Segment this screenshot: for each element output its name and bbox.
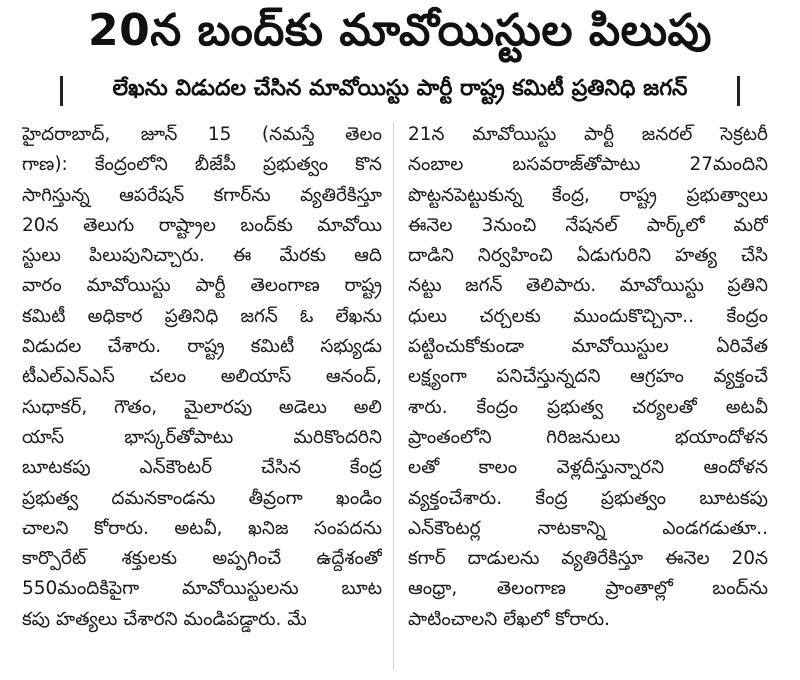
article-text-line: లక్ష్యంగా పనిచేస్తున్నదని ఆగ్రహం వ్యక్తంచే (408, 366, 768, 388)
subheadline: లేఖను విడుదల చేసిన మావోయిస్టు పార్టీ రాష్ట్ర కమిటీ ప్రతినిధి జగన్ (60, 76, 740, 106)
article-text-line: ఆంధ్రా, తెలంగాణ ప్రాంతాల్లో బంద్‌ను (408, 578, 768, 600)
article-text-line: పొట్టనపెట్టుకున్న కేంద్ర, రాష్ట్ర ప్రభుత్వాలు (408, 184, 768, 206)
article-text-line: గాణ): కేంద్రంలోని బీజేపీ ప్రభుత్వం కొన (22, 154, 382, 176)
article-text-line: కగార్ దాడులను వ్యతిరేకిస్తూ ఈనెల 20న (408, 548, 768, 570)
article-text-line: విడుదల చేశారు. రాష్ట్ర కమిటీ సభ్యుడు (22, 336, 382, 358)
article-text-line: లతో కాలం వెళ్లదీస్తున్నారని ఆందోళన (408, 457, 768, 479)
headline: 20న బంద్‌కు మావోయిస్టుల పిలుపు (88, 5, 712, 56)
article-text-line: 550మందికిపైగా మావోయిస్టులను బూట (22, 578, 382, 600)
article-text-line: సాగిస్తున్న ఆపరేషన్ కగార్‌ను వ్యతిరేకిస్తూ (22, 184, 382, 206)
article-text-line: శారు. కేంద్రం ప్రభుత్వ చర్యలతో అటవీ (408, 396, 768, 418)
column-divider (393, 122, 394, 670)
article-column-left (22, 120, 382, 635)
article-text-line: పట్టించుకోకుండా మావోయిస్టుల ఏరివేత (408, 336, 768, 358)
article-text-line: కమిటీ అధికార ప్రతినిధి జగన్ ఓ లేఖను (22, 305, 382, 327)
article-text-line: పాటించాలని లేఖలో కోరారు. (408, 608, 610, 630)
article-text-line: నట్టు జగన్ తెలిపారు. మావోయిస్టు ప్రతిని (408, 275, 768, 297)
article-text-line: టీఎల్ఎన్ఎస్ చలం అలియాస్ ఆనంద్, (22, 366, 382, 388)
article-text-line: చాలని కోరారు. అటవీ, ఖనిజ సంపదను (22, 517, 382, 539)
article-text-line: ధులు చర్చలకు ముందుకొచ్చినా.. కేంద్రం (408, 305, 768, 327)
article-text-line: ప్రభుత్వ దమనకాండను తీవ్రంగా ఖండిం (22, 487, 382, 509)
article-text-line: ఎన్‌కౌంటర్ల నాటకాన్ని ఎండగడుతూ.. (408, 517, 768, 539)
article-text-line: వ్యక్తంచేశారు. కేంద్ర ప్రభుత్వం బూటకపు (408, 487, 768, 509)
article-text-line: 20న తెలుగు రాష్ట్రాల బంద్‌కు మావోయి (22, 214, 382, 236)
article-text-line: సుధాకర్, గౌతం, మైలారపు అడెలు అలి (22, 396, 382, 418)
article-text-line: దాడిని నిర్వహించి ఏడుగురిని హత్య చేసి (408, 245, 768, 267)
article-text-line: వారం మావోయిస్టు పార్టీ తెలంగాణ రాష్ట్ర (22, 275, 382, 297)
article-text-line: ఈనెల 3నుంచి నేషనల్ పార్క్‌లో మరో (408, 214, 768, 236)
article-text-line: కార్పొరేట్ శక్తులకు అప్పగించే ఉద్దేశంతో (22, 548, 382, 570)
article-text-line: కపు హత్యలు చేశారని మండిపడ్డారు. మే (22, 608, 307, 630)
article-text-line: ప్రాంతంలోని గిరిజనులు భయాందోళన (408, 426, 768, 448)
article-text-line: యాస్ భాస్కర్‌తోపాటు మరికొందరిని (22, 426, 382, 448)
article-text-line: నంబాల బసవరాజ్‌తోపాటు 27మందిని (408, 154, 768, 176)
article-text-line: 21న మావోయిస్టు పార్టీ జనరల్ సెక్రటరీ (408, 124, 768, 145)
article-text-line: స్టులు పిలుపునిచ్చారు. ఈ మేరకు ఆది (22, 245, 382, 267)
article-column-right (408, 120, 768, 635)
article-text-line: బూటకపు ఎన్‌కౌంటర్ చేసిన కేంద్ర (22, 457, 382, 479)
article-text-line: హైదరాబాద్, జూన్ 15 (నమస్తే తెలం (22, 124, 382, 145)
